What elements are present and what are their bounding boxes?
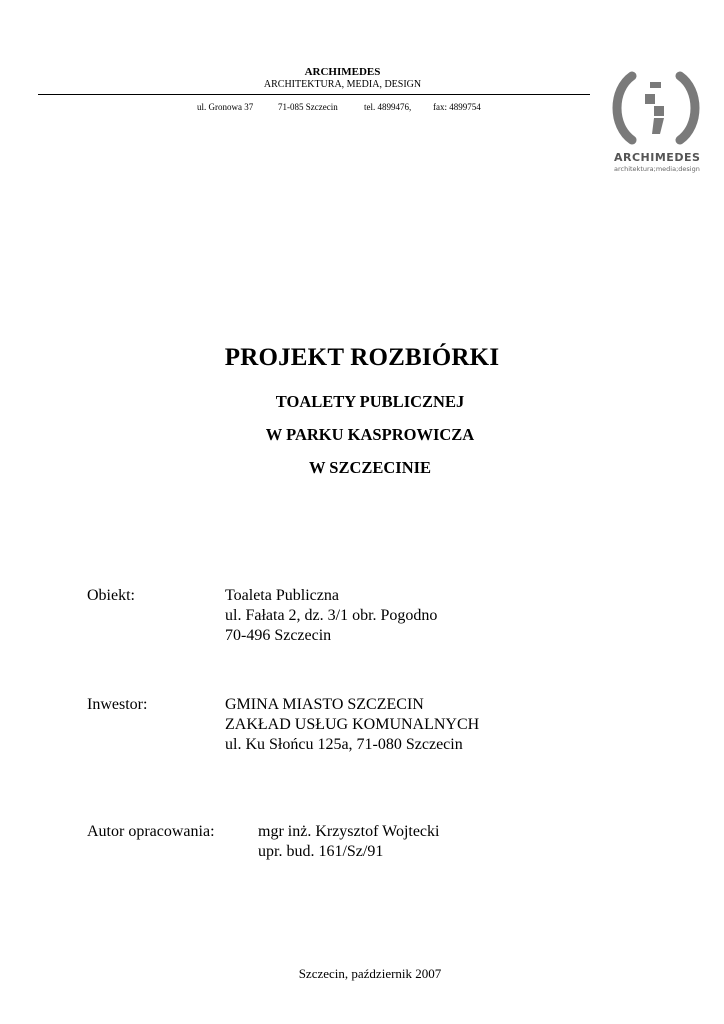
fax-number: fax: 4899754 [433, 102, 481, 112]
company-tagline: ARCHITEKTURA, MEDIA, DESIGN [263, 79, 422, 90]
autor-line: mgr inż. Krzysztof Wojtecki [258, 823, 440, 840]
obiekt-line: Toaleta Publiczna [225, 587, 339, 604]
document-title: PROJEKT ROZBIÓRKI [224, 344, 500, 371]
inwestor-label: Inwestor: [87, 696, 148, 713]
address-street: ul. Gronowa 37 [197, 102, 254, 112]
inwestor-line: ul. Ku Słońcu 125a, 71-080 Szczecin [225, 736, 463, 753]
obiekt-line: 70-496 Szczecin [225, 627, 332, 644]
subtitle-line-3: W SZCZECINIE [308, 458, 432, 477]
address-postal: 71-085 Szczecin [278, 102, 338, 112]
autor-line: upr. bud. 161/Sz/91 [258, 843, 384, 860]
subtitle-line-1: TOALETY PUBLICZNEJ [275, 392, 465, 411]
header-divider [38, 94, 590, 95]
subtitle-line-2: W PARKU KASPROWICZA [265, 425, 475, 444]
company-name: ARCHIMEDES [304, 66, 381, 78]
autor-label: Autor opracowania: [87, 823, 215, 840]
obiekt-label: Obiekt: [87, 587, 135, 604]
place-date: Szczecin, październik 2007 [298, 966, 442, 981]
inwestor-line: GMINA MIASTO SZCZECIN [225, 696, 424, 713]
logo-tagline: architektura;media;design [614, 165, 700, 173]
inwestor-line: ZAKŁAD USŁUG KOMUNALNYCH [225, 716, 480, 733]
logo-wordmark: ARCHIMEDES [614, 151, 701, 164]
phone-number: tel. 4899476, [364, 102, 412, 112]
obiekt-line: ul. Fałata 2, dz. 3/1 obr. Pogodno [225, 607, 438, 624]
